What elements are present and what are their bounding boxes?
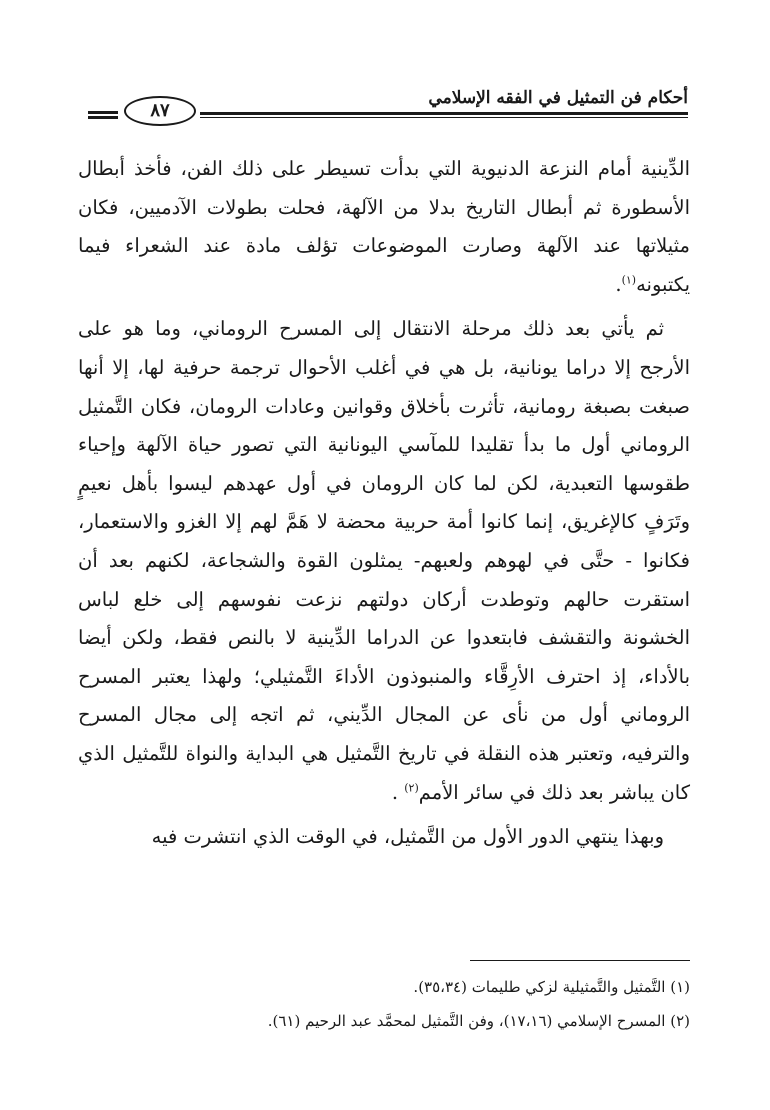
footnote-1: (١) التَّمثيل والتَّمثيلية لزكي طليمات (٣٥،٣٤). bbox=[413, 978, 690, 996]
paragraph-1 bbox=[78, 150, 690, 304]
paragraph-3: وبهذا ينتهي الدور الأول من التَّمثيل، في الوقت الذي انتشرت فيه bbox=[151, 825, 664, 849]
header-rule-left-top bbox=[88, 111, 118, 114]
book-title: أحكام فن التمثيل في الفقه الإسلامي bbox=[428, 88, 688, 108]
footnote-separator bbox=[470, 960, 690, 961]
paragraph-2-end: . bbox=[391, 780, 405, 804]
paragraph-1-text: الدِّينية أمام النزعة الدنيوية التي بدأت تسيطر على ذلك الفن، فأخذ أبطال الأسطورة ثم أبطال التاريخ بدلا من الآلهة، فحلت بطولات الآدميين، فكان مثيلاتها عند الآلهة وصارت الموضوعات تؤلف مادة عند الشعراء فيما يكتبونه bbox=[78, 157, 690, 296]
page-header bbox=[88, 86, 688, 130]
header-rule-thin bbox=[200, 117, 688, 118]
footnote-ref-2: (٢) bbox=[404, 781, 419, 794]
page-number: ٨٧ bbox=[124, 96, 196, 126]
header-rule-thick bbox=[200, 112, 688, 115]
footnotes bbox=[80, 970, 690, 1038]
main-text bbox=[78, 150, 690, 857]
footnote-2: (٢) المسرح الإسلامي (١٧،١٦)، وفن التَّمثيل لمحمَّد عبد الرحيم (٦١). bbox=[267, 1012, 690, 1030]
paragraph-2 bbox=[78, 310, 690, 812]
footnote-ref-1: (١) bbox=[621, 273, 637, 287]
paragraph-1-end: . bbox=[615, 272, 622, 296]
header-rule-left-bottom bbox=[88, 116, 118, 119]
paragraph-2-text: ثم يأتي بعد ذلك مرحلة الانتقال إلى المسرح الروماني، وما هو على الأرجح إلا دراما يونانية، بل هي في أغلب الأحوال ترجمة حرفية لها، إلا أنها صبغت بصبغة رومانية، تأثرت بأخلاق وقوانين وعادات الرومان، فكان التَّمثيل الروماني أول ما بدأ تقليدا للمآسي اليونانية التي تصور حياة الآلهة وإحياء طقوسها التعبدية، لكن لما كان الرومان في أول عهدهم ليسوا بأهل نعيمٍ وتَرَفٍ كالإغريق، إنما كانوا أمة حربية محضة لا هَمَّ لهم إلا الغزو والاستعمار، فكانوا - حتَّى في لهوهم ولعبهم- يمثلون القوة والشجاعة، لكنهم بعد أن استقرت حالهم وتوطدت أركان دولتهم نزعت نفوسهم إلى خلع لباس الخشونة والتقشف فابتعدوا عن الدراما الدِّينية لا بالنص فقط، ولكن أيضا بالأداء، إذ احترف الأرِقَّاء والمنبوذون الأداءَ التَّمثيلي؛ ولهذا يعتبر المسرح الروماني أول من نأى عن المجال الدِّيني، ثم اتجه إلى مجال المسرح والترفيه، وتعتبر هذه النقلة في تاريخ التَّمثيل هي البداية والنواة للتَّمثيل الذي كان يباشر بعد ذلك في سائر الأمم bbox=[78, 317, 690, 804]
